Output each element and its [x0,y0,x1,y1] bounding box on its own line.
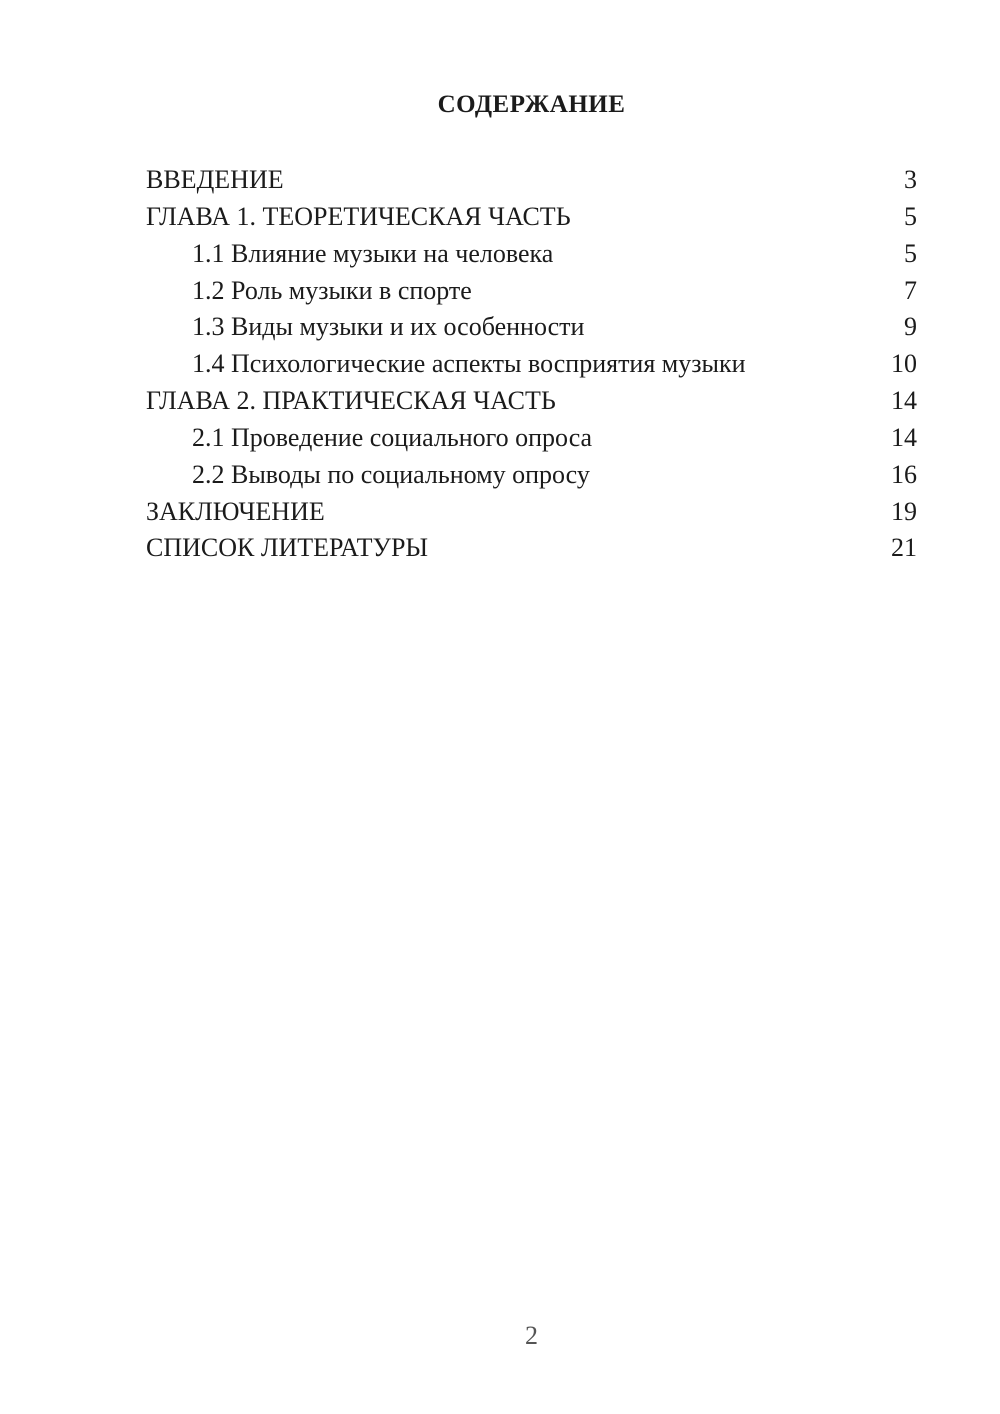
toc-entry-label: 1.3 Виды музыки и их особенности [192,312,585,342]
toc-entry-label: ГЛАВА 2. ПРАКТИЧЕСКАЯ ЧАСТЬ [146,386,556,416]
toc-entry-label: СПИСОК ЛИТЕРАТУРЫ [146,533,429,563]
toc-entry-label: 1.1 Влияние музыки на человека [192,238,554,268]
toc-entry-page: 16 [891,459,917,489]
toc-entry-page: 14 [891,386,917,416]
toc-entry-label: 2.1 Проведение социального опроса [192,422,593,452]
toc-entry-page: 9 [904,312,917,342]
toc-entry [146,162,917,199]
toc-entry [146,494,917,531]
page-number: 2 [525,1321,538,1350]
toc-entry [146,273,917,310]
toc-entry [146,420,917,457]
toc-entry [146,457,917,494]
toc-entry-page: 21 [891,533,917,563]
toc-entry-page: 10 [891,349,917,379]
toc-entry-label: ВВЕДЕНИЕ [146,165,284,194]
toc-list [146,162,917,567]
toc-entry-label: 1.2 Роль музыки в спорте [192,275,472,305]
toc-entry-label: ЗАКЛЮЧЕНИЕ [146,496,325,526]
toc-entry-page: 5 [904,238,917,268]
toc-entry-page: 19 [891,496,917,526]
toc-entry [146,199,917,236]
toc-entry-page: 5 [904,201,917,231]
toc-entry-page: 14 [891,422,917,452]
toc-entry [146,383,917,420]
toc-title: СОДЕРЖАНИЕ [437,91,626,118]
toc-entry [146,346,917,383]
toc-entry [146,309,917,346]
toc-entry-label: ГЛАВА 1. ТЕОРЕТИЧЕСКАЯ ЧАСТЬ [146,201,571,231]
toc-entry [146,530,917,567]
toc-entry-label: 2.2 Выводы по социальному опросу [192,459,590,489]
toc-entry-page: 3 [904,165,917,194]
toc-entry [146,236,917,273]
toc-entry-label: 1.4 Психологические аспекты восприятия музыки [192,349,746,379]
toc-entry-page: 7 [904,275,917,305]
